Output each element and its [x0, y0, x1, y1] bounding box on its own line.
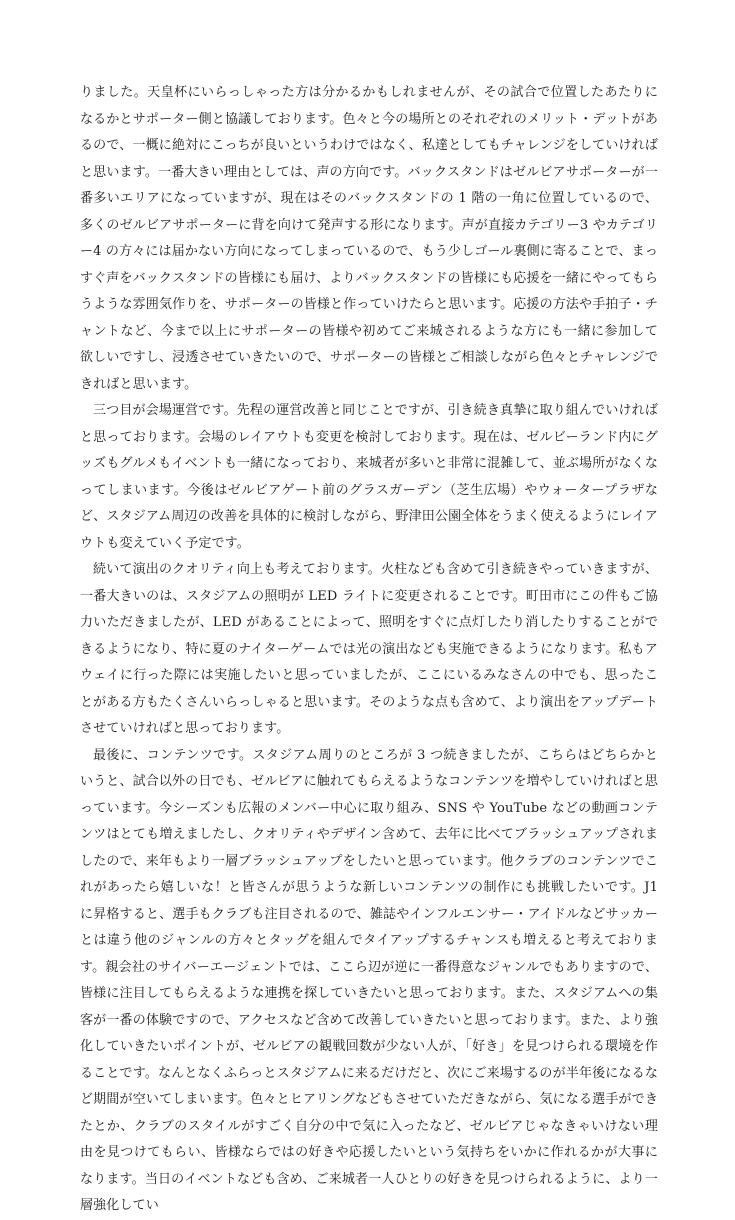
- paragraph-3: 続いて演出のクオリティ向上も考えております。火柱なども含めて引き続きやっていきますが、一番大きいのは、スタジアムの照明が LED ライトに変更されることです。町田市にこの件もご協力いただきましたが、LED があることによって、照明をすぐに点灯したり消したりすることができるようになり、特に夏のナイターゲームでは光の演出なども実施できるようになります。私もアウェイに行った際には実施したいと思っていましたが、ここにいるみなさんの中でも、思ったことがある方もたくさんいらっしゃると思います。そのような点も含めて、より演出をアップデートさせていければと思っております。: [80, 562, 658, 736]
- paragraph-4: 最後に、コンテンツです。スタジアム周りのところが 3 つ続きましたが、こちらはどちらかというと、試合以外の日でも、ゼルビアに触れてもらえるようなコンテンツを増やしていければと思っています。今シーズンも広報のメンバー中心に取り組み、SNS や YouTube などの動画コンテンツはとても増えましたし、クオリティやデザイン含めて、去年に比べてブラッシュアップされましたので、来年もより一層ブラッシュアップをしたいと思っています。他クラブのコンテンツでこれがあったら嬉しいな！と皆さんが思うような新しいコンテンツの制作にも挑戦したいです。J1 に昇格すると、選手もクラブも注目されるので、雑誌やインフルエンサー・アイドルなどサッカーとは違う他のジャンルの方々とタッグを組んでタイアップするチャンスも増えると考えております。親会社のサイバーエージェントでは、ここら辺が逆に一番得意なジャンルでもありますので、皆様に注目してもらえるような連携を探していきたいと思っております。また、スタジアムへの集客が一番の体験ですので、アクセスなど含めて改善していきたいと思っております。また、より強化していきたいポイントが、ゼルビアの観戦回数が少ない人が、「好き」を見つけられる環境を作ることです。なんとなくふらっとスタジアムに来るだけだと、次にご来場するのが半年後になるなど期間が空いてしまいます。色々とヒアリングなどもさせていただきながら、気になる選手ができたとか、クラブのスタイルがすごく自分の中で気に入ったなど、ゼルビアじゃなきゃいけない理由を見つけてもらい、皆様ならではの好きや応援したいという気持ちをいかに作れるかが大事になります。当日のイベントなども含め、ご来城者一人ひとりの好きを見つけられるように、より一層強化してい: [80, 747, 658, 1213]
- paragraph-2: 三つ目が会場運営です。先程の運営改善と同じことですが、引き続き真摯に取り組んでいければと思っております。会場のレイアウトも変更を検討しております。現在は、ゼルビーランド内にグッズもグルメもイベントも一緒になっており、来城者が多いと非常に混雑して、並ぶ場所がなくなってしまいます。今後はゼルビアゲート前のグラスガーデン（芝生広場）やウォータープラザなど、スタジアム周辺の改善を具体的に検討しながら、野津田公園全体をうまく使えるようにレイアウトも変えていく予定です。: [80, 403, 658, 551]
- paragraph-1: りました。天皇杯にいらっしゃった方は分かるかもしれませんが、その試合で位置したあたりになるかとサポーター側と協議しております。色々と今の場所とのそれぞれのメリット・デットがあるので、一概に絶対にこっちが良いというわけではなく、私達としてもチャレンジをしていければと思います。一番大きい理由としては、声の方向です。バックスタンドはゼルビアサポーターが一番多いエリアになっていますが、現在はそのバックスタンドの 1 階の一角に位置しているので、多くのゼルビアサポーターに背を向けて発声する形になります。声が直接カテゴリー3 やカテゴリー4 の方々には届かない方向になってしまっているので、もう少しゴール裏側に寄ることで、まっすぐ声をバックスタンドの皆様にも届け、よりバックスタンドの皆様にも応援を一緒にやってもらうような雰囲気作りを、サポーターの皆様と作っていけたらと思います。応援の方法や手拍子・チャントなど、今まで以上にサポーターの皆様や初めてご来城されるような方にも一緒に参加して欲しいですし、浸透させていきたいので、サポーターの皆様とご相談しながら色々とチャレンジできればと思います。: [80, 85, 658, 392]
- document-page: [80, 80, 658, 1220]
